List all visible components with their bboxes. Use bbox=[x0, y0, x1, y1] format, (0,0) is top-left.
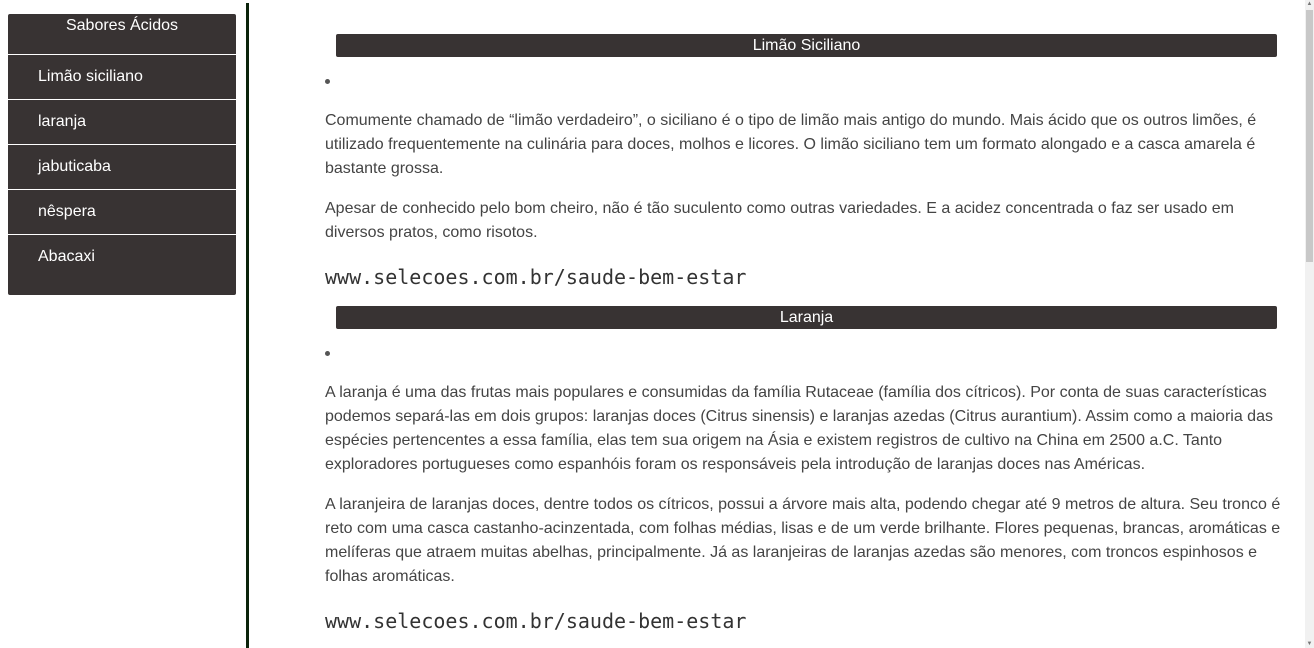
vertical-divider bbox=[246, 3, 249, 648]
sidebar-item-limao-siciliano[interactable]: Limão siciliano bbox=[8, 55, 236, 100]
bullet-icon bbox=[325, 79, 330, 84]
paragraph: A laranjeira de laranjas doces, dentre todos os cítricos, possui a árvore mais alta, podendo chegar até 9 metros de altura. Seu tronco é reto com uma casca castanho-acinzentada, com folhas médias, lisas e de um verde brilhante. Flores pequenas, brancas, aromáticas e melíferas que atraem muitas abelhas, principalmente. Já as laranjeiras de laranjas azedas são menores, com troncos espinhosos e folhas aromáticas. bbox=[325, 496, 1281, 585]
paragraph: A laranja é uma das frutas mais populares e consumidas da família Rutaceae (família dos cítricos). Por conta de suas características podemos separá-las em dois grupos: laranjas doces (Citrus sinensis) e laranjas azedas (Citrus aurantium). Assim como a maioria das espécies pertencentes a essa família, elas tem sua origem na Ásia e existem registros de cultivo na China em 2500 a.C. Tanto exploradores portugueses como espanhóis foram os responsáveis pela introdução de laranjas doces nas Américas. bbox=[325, 384, 1273, 473]
section-limao-siciliano bbox=[325, 0, 1285, 289]
scrollbar-thumb[interactable] bbox=[1306, 10, 1313, 262]
main-content bbox=[325, 0, 1285, 633]
section-laranja bbox=[325, 289, 1285, 633]
scroll-up-arrow-icon[interactable]: ▲ bbox=[1306, 1, 1313, 7]
sidebar-item-nespera[interactable]: nêspera bbox=[8, 190, 236, 235]
empty-list-item bbox=[325, 69, 1285, 93]
source-link[interactable]: www.selecoes.com.br/saude-bem-estar bbox=[325, 609, 747, 633]
scroll-down-arrow-icon[interactable]: ▼ bbox=[1306, 641, 1313, 647]
sidebar-title bbox=[8, 14, 236, 55]
section-heading: Laranja bbox=[336, 306, 1277, 329]
sidebar-item-laranja[interactable]: laranja bbox=[8, 100, 236, 145]
empty-list-item bbox=[325, 341, 1285, 365]
source-link[interactable]: www.selecoes.com.br/saude-bem-estar bbox=[325, 265, 747, 289]
paragraph: Apesar de conhecido pelo bom cheiro, não é tão suculento como outras variedades. E a acidez concentrada o faz ser usado em diversos pratos, como risotos. bbox=[325, 200, 1234, 241]
bullet-icon bbox=[325, 351, 330, 356]
sidebar-item-jabuticaba[interactable]: jabuticaba bbox=[8, 145, 236, 190]
paragraph: Comumente chamado de “limão verdadeiro”, o siciliano é o tipo de limão mais antigo do mundo. Mais ácido que os outros limões, é utilizado frequentemente na culinária para doces, molhos e licores. O limão siciliano tem um formato alongado e a casca amarela é bastante grossa. bbox=[325, 112, 1257, 177]
section-heading: Limão Siciliano bbox=[336, 34, 1277, 57]
vertical-scrollbar[interactable] bbox=[1305, 0, 1314, 648]
sidebar-title-text: Sabores Ácidos bbox=[65, 17, 179, 34]
sidebar-menu bbox=[8, 14, 236, 295]
sidebar-item-abacaxi[interactable]: Abacaxi bbox=[38, 248, 95, 265]
sidebar-list bbox=[8, 55, 236, 279]
